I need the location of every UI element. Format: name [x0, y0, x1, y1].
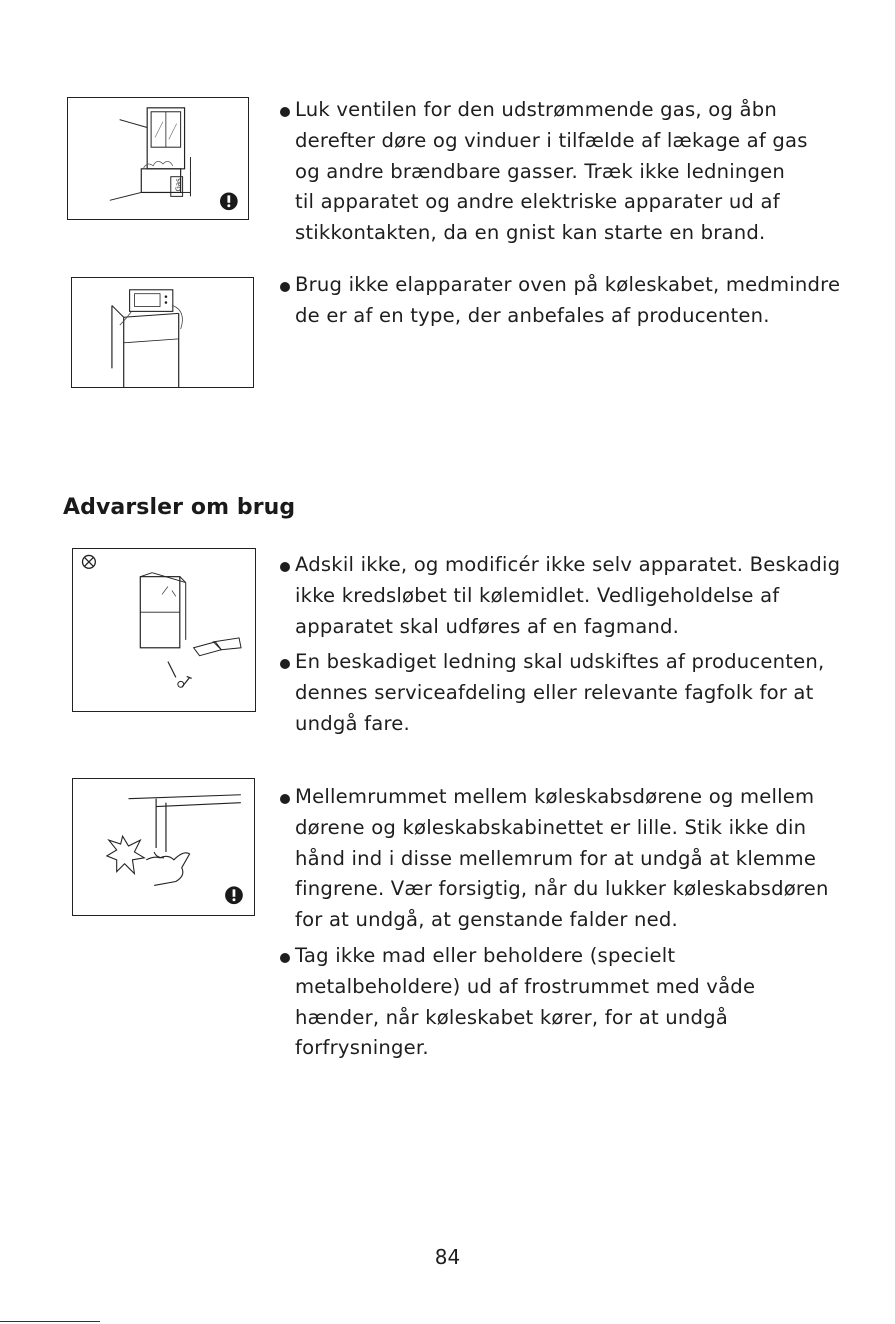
text-line: Brug ikke elapparater oven på køleskabet, medmindre [295, 273, 841, 296]
bullet-icon [280, 659, 290, 669]
list-item [278, 647, 840, 739]
list-item [278, 782, 829, 936]
text-line: Adskil ikke, og modificér ikke selv apparatet. Beskadig [295, 553, 841, 576]
footer-rule [0, 1321, 100, 1322]
text-line: dennes serviceafdeling eller relevante fagfolk for at [295, 681, 814, 705]
text-line: de er af en type, der anbefales af producenten. [295, 303, 770, 327]
appliance-on-fridge-figure [71, 277, 254, 388]
text-line: undgå fare. [295, 711, 410, 735]
list-item [278, 270, 840, 332]
text-line: apparatet skal udføres af en fagmand. [295, 614, 680, 638]
gas-leak-instructions [278, 95, 808, 249]
disassembly-instructions [278, 550, 840, 740]
disassembly-prohibited-figure [72, 548, 256, 712]
bullet-icon [280, 953, 290, 963]
bullet-icon [280, 794, 290, 804]
text-line: Mellemrummet mellem køleskabsdørene og mellem [295, 785, 815, 808]
gas-leak-icon [68, 98, 248, 219]
appliance-on-fridge-icon [72, 278, 253, 387]
list-item [278, 941, 829, 1064]
text-line: metalbeholdere) ud af frostrummet med våde [295, 974, 756, 998]
text-line: hænder, når køleskabet kører, for at undgå [295, 1005, 728, 1029]
section-heading: Advarsler om brug [63, 495, 296, 520]
bullet-icon [280, 107, 290, 117]
text-line: til apparatet og andre elektriske apparater ud af [295, 190, 780, 214]
gas-cylinder-label: Gas [174, 178, 183, 192]
text-line: ikke kredsløbet til kølemidlet. Vedligeholdelse af [295, 583, 780, 607]
text-line: derefter døre og vinduer i tilfælde af lækage af gas [295, 128, 808, 152]
text-line: Tag ikke mad eller beholdere (specielt [295, 943, 676, 967]
disassembly-prohibited-icon [73, 549, 255, 711]
door-pinch-icon [73, 779, 254, 915]
bullet-icon [280, 282, 290, 292]
list-item [278, 550, 840, 642]
door-pinch-instructions [278, 782, 829, 1064]
page-number: 84 [434, 1245, 461, 1269]
door-pinch-figure [72, 778, 255, 916]
text-line: dørene og køleskabskabinettet er lille. Stik ikke din [295, 815, 807, 839]
text-line: forfrysninger. [295, 1036, 429, 1060]
appliance-on-fridge-instructions [278, 270, 840, 332]
text-line: stikkontakten, da en gnist kan starte en brand. [295, 221, 766, 245]
text-line: En beskadiget ledning skal udskiftes af producenten, [295, 650, 825, 674]
bullet-icon [280, 562, 290, 572]
text-line: hånd ind i disse mellemrum for at undgå at klemme [295, 846, 817, 870]
text-line: fingrene. Vær forsigtig, når du lukker køleskabsdøren [295, 877, 829, 901]
list-item [278, 95, 808, 249]
text-line: for at undgå, at genstande falder ned. [295, 908, 678, 932]
text-line: og andre brændbare gasser. Træk ikke ledningen [295, 159, 786, 183]
gas-leak-figure [67, 97, 249, 220]
text-line: Luk ventilen for den udstrømmende gas, og åbn [295, 98, 777, 121]
